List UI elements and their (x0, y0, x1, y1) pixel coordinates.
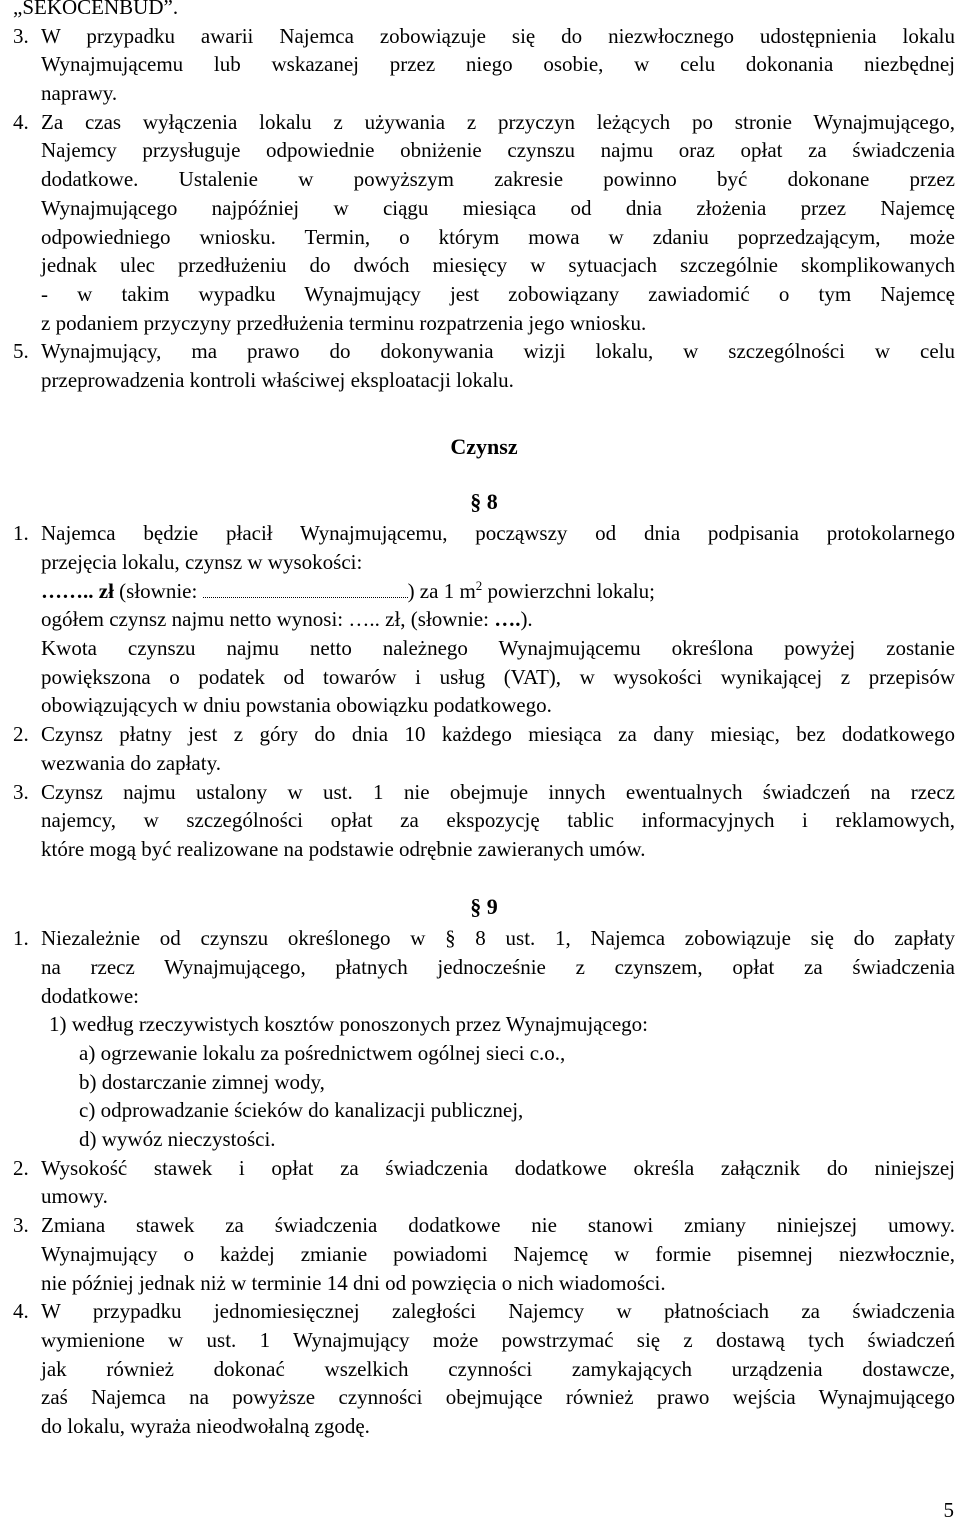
document-page (13, 0, 955, 1441)
text-line (13, 806, 955, 835)
line-text: Kwota czynszu najmu netto należnego Wynajmującemu określona powyżej zostanie (41, 636, 955, 661)
text-line (13, 953, 955, 982)
list-number: 1. (13, 926, 29, 951)
text-line (13, 1039, 955, 1068)
line-text: Najemcy przysługuje odpowiednie obniżenie czynszu najmu oraz opłat za świadczenia (41, 138, 955, 163)
text-line (13, 50, 955, 79)
line-text: „SEKOCENBUD”. (13, 0, 179, 19)
text-line (13, 280, 955, 309)
text-line (13, 720, 955, 749)
line-text: które mogą być realizowane na podstawie odrębnie zawieranych umów. (41, 836, 646, 861)
line-text: jak również dokonać wszelkich czynności zamykających urządzenia dostawcze, (41, 1356, 955, 1381)
line-text: odpowiedniego wniosku. Termin, o którym mowa w zdaniu poprzedzającym, może (41, 224, 955, 249)
line-text: d) wywóz nieczystości. (79, 1127, 276, 1152)
list-number: 3. (13, 23, 29, 48)
section-8-title: § 8 (470, 489, 498, 515)
words-placeholder: …. (494, 607, 521, 632)
text-line (13, 1010, 955, 1039)
text-line (13, 366, 955, 395)
text-line (13, 1383, 955, 1412)
words-placeholder (203, 577, 408, 598)
line-text: Wysokość stawek i opłat za świadczenia dodatkowe określa załącznik do niniejszej (41, 1155, 955, 1180)
list-text: Najemca będzie płacił Wynajmującemu, począwszy od dnia podpisania protokolarnego (41, 521, 955, 546)
line-text: Wynajmującemu lub wskazanej przez niego osobie, w celu dokonania niezbędnej (41, 52, 955, 77)
line-text: wymienione w ust. 1 Wynajmujący może powstrzymać się z dostawą tych świadczeń (41, 1327, 955, 1352)
list-number: 3. (13, 1213, 29, 1238)
text-line (13, 924, 955, 953)
line-text: Wynajmujący, ma prawo do dokonywania wizji lokalu, w szczególności w celu (41, 339, 955, 364)
text-line (13, 223, 955, 252)
text-line (13, 663, 955, 692)
text-line (13, 337, 955, 366)
line-text: dodatkowe. Ustalenie w powyższym zakresie powinno być dokonane przez (41, 167, 955, 192)
text-line (13, 634, 955, 663)
text-line (13, 749, 955, 778)
text-line (13, 165, 955, 194)
line-text: Niezależnie od czynszu określonego w § 8 ust. 1, Najemca zobowiązuje się do zapłaty (41, 926, 955, 951)
text-line (13, 1154, 955, 1183)
text-line (13, 1125, 955, 1154)
text-line (13, 1326, 955, 1355)
section-9-title: § 9 (470, 894, 498, 920)
line-text: b) dostarczanie zimnej wody, (79, 1069, 325, 1094)
line-text: Wynajmujący o każdej zmianie powiadomi Najemcę w formie pisemnej niezwłocznie, (41, 1241, 955, 1266)
list-number: 2. (13, 1155, 29, 1180)
line-text: obowiązujących w dniu powstania obowiązku podatkowego. (41, 693, 552, 718)
text-line (13, 1240, 955, 1269)
text-line (13, 79, 955, 108)
rent-amount-line (13, 577, 955, 606)
text-line (13, 1068, 955, 1097)
list-number: 5. (13, 339, 29, 364)
total-rent-line (13, 605, 955, 634)
list-number: 1. (13, 521, 29, 546)
text-line (13, 691, 955, 720)
line-text: na rzecz Wynajmującego, płatnych jednocześnie z czynszem, opłat za świadczenia (41, 954, 955, 979)
closing-paren: ). (520, 607, 533, 632)
amount-placeholder: …….. (41, 578, 94, 603)
list-number: 4. (13, 109, 29, 134)
currency-label: zł (93, 578, 114, 603)
text-line (13, 982, 955, 1011)
line-text: dodatkowe: (41, 983, 139, 1008)
line-text: przeprowadzenia kontroli właściwej eksploatacji lokalu. (41, 367, 514, 392)
superscript: 2 (475, 577, 483, 593)
words-label: zł, (słownie: (379, 607, 495, 632)
text-line (13, 1412, 955, 1441)
total-label: ogółem czynsz najmu netto wynosi: ….. (41, 607, 380, 632)
line-text: c) odprowadzanie ścieków do kanalizacji publicznej, (79, 1098, 524, 1123)
paragraphs-continued (13, 0, 955, 395)
text-line (13, 1211, 955, 1240)
line-text: Za czas wyłączenia lokalu z używania z przyczyn leżących po stronie Wynajmującego, (41, 109, 955, 134)
text-line (13, 835, 955, 864)
text-line (13, 136, 955, 165)
line-text: zaś Najemca na powyższe czynności obejmujące również prawo wejścia Wynajmującego (41, 1385, 955, 1410)
line-text: najemcy, w szczególności opłat za ekspozycję tablic informacyjnych i reklamowych, (41, 808, 955, 833)
line-text: 1) według rzeczywistych kosztów ponoszonych przez Wynajmującego: (49, 1012, 648, 1037)
line-text: powiększona o podatek od towarów i usług (VAT), w wysokości wynikającej z przepisów (41, 664, 955, 689)
line-text: - w takim wypadku Wynajmujący jest zobowiązany zawiadomić o tym Najemcę (41, 281, 955, 306)
text-line (13, 194, 955, 223)
text-line (13, 778, 955, 807)
text-line (13, 0, 955, 22)
text-line (13, 1297, 955, 1326)
page-number: 5 (943, 1498, 954, 1523)
line-text: umowy. (41, 1184, 108, 1209)
list-number: 4. (13, 1299, 29, 1324)
per-area-label: ) za 1 m (407, 578, 476, 603)
line-text: Wynajmującego najpóźniej w ciągu miesiąca od dnia złożenia przez Najemcę (41, 195, 955, 220)
area-label: powierzchni lokalu; (482, 578, 655, 603)
line-text: nie później jednak niż w terminie 14 dni od powzięcia o nich wiadomości. (41, 1270, 666, 1295)
s8-item-1-line (13, 519, 955, 548)
list-number: 3. (13, 779, 29, 804)
line-text: do lokalu, wyraża nieodwołalną zgodę. (41, 1413, 370, 1438)
line-text: naprawy. (41, 81, 118, 106)
line-text: a) ogrzewanie lokalu za pośrednictwem ogólnej sieci c.o., (79, 1041, 566, 1065)
line-text: Zmiana stawek za świadczenia dodatkowe nie stanowi zmiany niniejszej umowy. (41, 1213, 955, 1238)
section-heading-czynsz: Czynsz (450, 434, 518, 460)
text-line (13, 1182, 955, 1211)
s8-item-1-line: przejęcia lokalu, czynsz w wysokości: (41, 550, 363, 574)
text-line (13, 251, 955, 280)
text-line (13, 1096, 955, 1125)
text-line (13, 108, 955, 137)
list-number: 2. (13, 722, 29, 747)
section-9-body (13, 924, 955, 1440)
line-text: W przypadku jednomiesięcznej zaległości Najemcy w płatnościach za świadczenia (41, 1299, 955, 1324)
line-text: Czynsz płatny jest z góry do dnia 10 każdego miesiąca za dany miesiąc, bez dodatkowego (41, 722, 955, 747)
text-line (13, 1269, 955, 1298)
line-text: Czynsz najmu ustalony w ust. 1 nie obejmuje innych ewentualnych świadczeń na rzecz (41, 779, 955, 804)
words-label: (słownie: (113, 578, 203, 603)
section-8-body (13, 634, 955, 864)
text-line (13, 22, 955, 51)
line-text: jednak ulec przedłużeniu do dwóch miesięcy w sytuacjach szczególnie skomplikowanych (41, 253, 955, 278)
text-line (13, 1355, 955, 1384)
text-line (13, 309, 955, 338)
line-text: W przypadku awarii Najemca zobowiązuje się do niezwłocznego udostępnienia lokalu (41, 23, 955, 48)
line-text: wezwania do zapłaty. (41, 750, 221, 775)
line-text: z podaniem przyczyny przedłużenia terminu rozpatrzenia jego wniosku. (41, 310, 647, 335)
